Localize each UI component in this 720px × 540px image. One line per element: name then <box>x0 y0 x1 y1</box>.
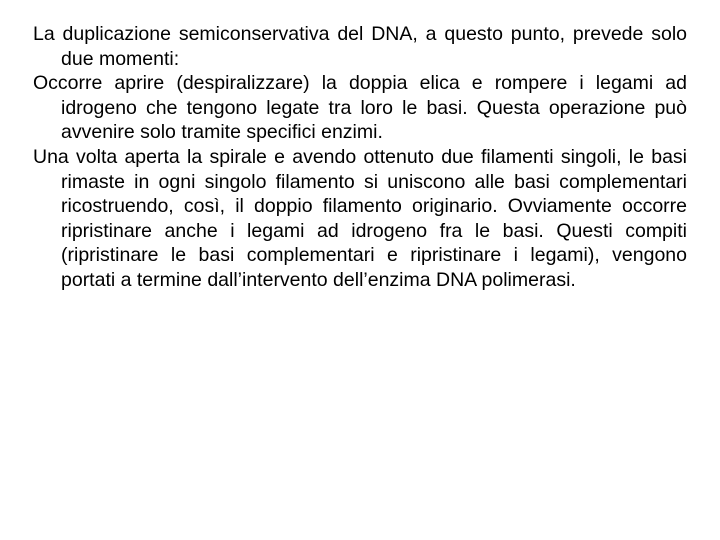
paragraph-intro: La duplicazione semiconservativa del DNA, a questo punto, prevede solo due momenti: <box>33 23 687 70</box>
paragraph-step-two: Una volta aperta la spirale e avendo ottenuto due filamenti singoli, le basi rimaste in ogni singolo filamento si uniscono alle basi complementari ricostruendo, così, il doppio filamento originario. Ovviamente occorre ripristinare anche i legami ad idrogeno fra le basi. Questi compiti (ripristinare le basi complementari e ripristinare i legami), vengono portati a termine dall’intervento dell’enzima DNA polimerasi. <box>33 145 687 291</box>
paragraph-step-one: Occorre aprire (despiralizzare) la doppia elica e rompere i legami ad idrogeno che tengono legate tra loro le basi. Questa operazione può avvenire solo tramite specifici enzimi. <box>33 72 687 144</box>
text-body <box>33 22 687 293</box>
